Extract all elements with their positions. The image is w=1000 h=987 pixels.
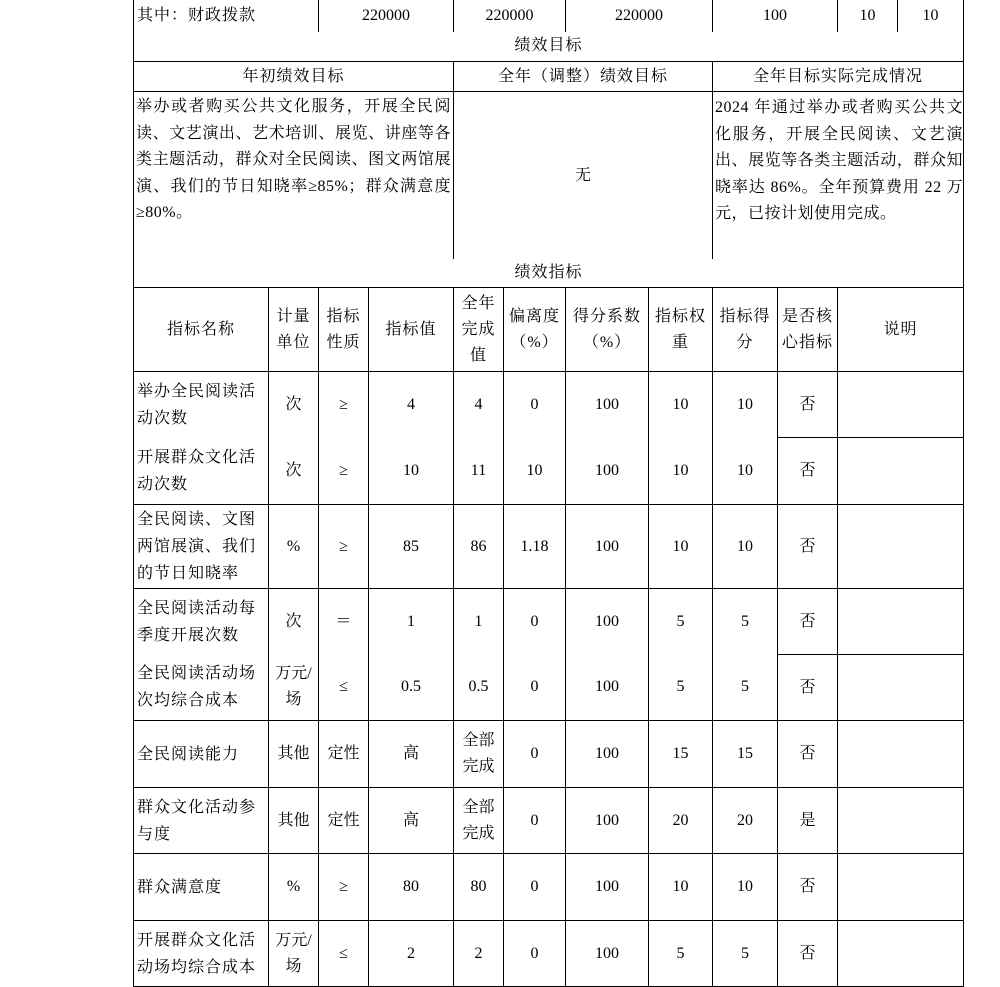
indicator-target: 10 xyxy=(368,437,453,504)
header-weight: 指标权 重 xyxy=(648,287,712,371)
indicator-note xyxy=(837,787,964,853)
indicator-note xyxy=(837,588,964,654)
actual-completion-text: 2024 年通过举办或者购买公共文化服务，开展全民阅读、文艺演出、展览等各类主题活动，群众知晓率达 86%。全年预算费用 22 万元，已按计划使用完成。 xyxy=(715,99,963,222)
indicators-section-title: 绩效指标 xyxy=(133,257,964,288)
indicator-core: 是 xyxy=(777,787,837,853)
header-core: 是否核 心指标 xyxy=(777,287,837,371)
goals-header-adjusted: 全年（调整）绩效目标 xyxy=(453,61,712,92)
indicator-name: 开展群众文化活动次数 xyxy=(133,437,268,504)
indicator-score: 10 xyxy=(712,853,777,920)
header-coefficient: 得分系数 （%） xyxy=(565,287,648,371)
indicator-deviation: 0 xyxy=(503,920,565,987)
indicator-core: 否 xyxy=(777,437,837,504)
indicator-deviation: 0 xyxy=(503,371,565,437)
indicator-coef: 100 xyxy=(565,588,648,654)
funding-value: 220000 xyxy=(565,0,712,32)
indicator-nature: ≥ xyxy=(318,853,368,920)
indicator-core: 否 xyxy=(777,654,837,720)
indicator-actual: 2 xyxy=(453,920,503,987)
indicator-target: 高 xyxy=(368,787,453,853)
indicator-note xyxy=(837,437,964,504)
indicator-weight: 10 xyxy=(648,853,712,920)
initial-goal-cell xyxy=(133,91,453,259)
indicator-target: 1 xyxy=(368,588,453,654)
indicator-name: 开展群众文化活动场均综合成本 xyxy=(133,920,268,987)
indicator-score: 20 xyxy=(712,787,777,853)
indicator-nature: ≥ xyxy=(318,504,368,588)
indicator-unit: 其他 xyxy=(268,720,318,787)
indicator-unit: 万元/ 场 xyxy=(268,920,318,987)
indicator-target: 4 xyxy=(368,371,453,437)
header-note: 说明 xyxy=(837,287,964,371)
indicator-coef: 100 xyxy=(565,720,648,787)
indicator-deviation: 0 xyxy=(503,588,565,654)
indicator-coef: 100 xyxy=(565,371,648,437)
indicator-nature: ＝ xyxy=(318,588,368,654)
indicator-note xyxy=(837,720,964,787)
indicator-weight: 5 xyxy=(648,920,712,987)
indicator-actual: 全部 完成 xyxy=(453,787,503,853)
indicator-weight: 15 xyxy=(648,720,712,787)
funding-value: 10 xyxy=(837,0,897,32)
indicator-note xyxy=(837,853,964,920)
indicator-note xyxy=(837,504,964,588)
indicator-name: 全民阅读能力 xyxy=(133,720,268,787)
indicator-coef: 100 xyxy=(565,787,648,853)
indicator-score: 10 xyxy=(712,371,777,437)
indicator-weight: 5 xyxy=(648,654,712,720)
indicator-deviation: 10 xyxy=(503,437,565,504)
indicator-note xyxy=(837,654,964,720)
indicator-core: 否 xyxy=(777,588,837,654)
funding-value: 10 xyxy=(897,0,964,32)
funding-value: 220000 xyxy=(453,0,565,32)
indicator-coef: 100 xyxy=(565,504,648,588)
indicator-actual: 11 xyxy=(453,437,503,504)
indicator-nature: ≥ xyxy=(318,371,368,437)
header-target: 指标值 xyxy=(368,287,453,371)
indicator-weight: 20 xyxy=(648,787,712,853)
indicator-score: 5 xyxy=(712,588,777,654)
indicator-weight: 5 xyxy=(648,588,712,654)
funding-value: 100 xyxy=(712,0,837,32)
indicator-deviation: 0 xyxy=(503,720,565,787)
indicator-coef: 100 xyxy=(565,920,648,987)
indicator-score: 5 xyxy=(712,920,777,987)
header-nature: 指标 性质 xyxy=(318,287,368,371)
indicator-core: 否 xyxy=(777,853,837,920)
indicator-unit: 次 xyxy=(268,588,318,654)
indicator-score: 10 xyxy=(712,437,777,504)
indicator-actual: 80 xyxy=(453,853,503,920)
indicator-deviation: 0 xyxy=(503,787,565,853)
indicator-nature: ≤ xyxy=(318,654,368,720)
funding-label: 其中：财政拨款 xyxy=(133,0,318,32)
indicator-nature: ≥ xyxy=(318,437,368,504)
indicator-target: 85 xyxy=(368,504,453,588)
initial-goal-text: 举办或者购买公共文化服务，开展全民阅读、文艺演出、艺术培训、展览、讲座等各类主题活动，群众对全民阅读、图文两馆展演、我们的节日知晓率≥85%；群众满意度≥80%。 xyxy=(136,98,451,221)
indicator-name: 全民阅读活动场次均综合成本 xyxy=(133,654,268,720)
header-indicator-name: 指标名称 xyxy=(133,287,268,371)
header-deviation: 偏离度 （%） xyxy=(503,287,565,371)
goals-section-title: 绩效目标 xyxy=(133,30,964,62)
indicator-weight: 10 xyxy=(648,437,712,504)
indicator-score: 5 xyxy=(712,654,777,720)
indicator-coef: 100 xyxy=(565,654,648,720)
indicator-weight: 10 xyxy=(648,371,712,437)
indicator-deviation: 1.18 xyxy=(503,504,565,588)
indicator-unit: 次 xyxy=(268,371,318,437)
header-actual: 全年 完成 值 xyxy=(453,287,503,371)
indicator-target: 0.5 xyxy=(368,654,453,720)
indicator-name: 全民阅读、文图两馆展演、我们的节日知晓率 xyxy=(133,504,268,588)
indicator-name: 举办全民阅读活动次数 xyxy=(133,371,268,437)
header-score: 指标得 分 xyxy=(712,287,777,371)
indicator-core: 否 xyxy=(777,720,837,787)
indicator-coef: 100 xyxy=(565,437,648,504)
indicator-actual: 86 xyxy=(453,504,503,588)
indicator-core: 否 xyxy=(777,504,837,588)
indicator-unit: 次 xyxy=(268,437,318,504)
indicator-deviation: 0 xyxy=(503,654,565,720)
indicator-actual: 1 xyxy=(453,588,503,654)
actual-completion-cell xyxy=(712,91,964,259)
indicator-unit: % xyxy=(268,504,318,588)
indicator-target: 80 xyxy=(368,853,453,920)
indicator-deviation: 0 xyxy=(503,853,565,920)
indicator-nature: 定性 xyxy=(318,787,368,853)
indicator-nature: ≤ xyxy=(318,920,368,987)
indicator-actual: 全部 完成 xyxy=(453,720,503,787)
indicator-score: 10 xyxy=(712,504,777,588)
goals-header-initial: 年初绩效目标 xyxy=(133,61,453,92)
goals-header-actual: 全年目标实际完成情况 xyxy=(712,61,964,92)
indicator-note xyxy=(837,920,964,987)
indicator-name: 群众文化活动参与度 xyxy=(133,787,268,853)
indicator-note xyxy=(837,371,964,437)
indicator-target: 高 xyxy=(368,720,453,787)
indicator-weight: 10 xyxy=(648,504,712,588)
indicator-actual: 4 xyxy=(453,371,503,437)
indicator-unit: % xyxy=(268,853,318,920)
indicator-unit: 其他 xyxy=(268,787,318,853)
funding-value: 220000 xyxy=(318,0,453,32)
indicator-core: 否 xyxy=(777,371,837,437)
indicator-target: 2 xyxy=(368,920,453,987)
indicator-nature: 定性 xyxy=(318,720,368,787)
indicator-name: 全民阅读活动每季度开展次数 xyxy=(133,588,268,654)
indicator-core: 否 xyxy=(777,920,837,987)
indicator-actual: 0.5 xyxy=(453,654,503,720)
adjusted-goal-text: 无 xyxy=(453,91,712,259)
indicator-name: 群众满意度 xyxy=(133,853,268,920)
indicator-score: 15 xyxy=(712,720,777,787)
indicator-coef: 100 xyxy=(565,853,648,920)
header-unit: 计量 单位 xyxy=(268,287,318,371)
indicator-unit: 万元/ 场 xyxy=(268,654,318,720)
